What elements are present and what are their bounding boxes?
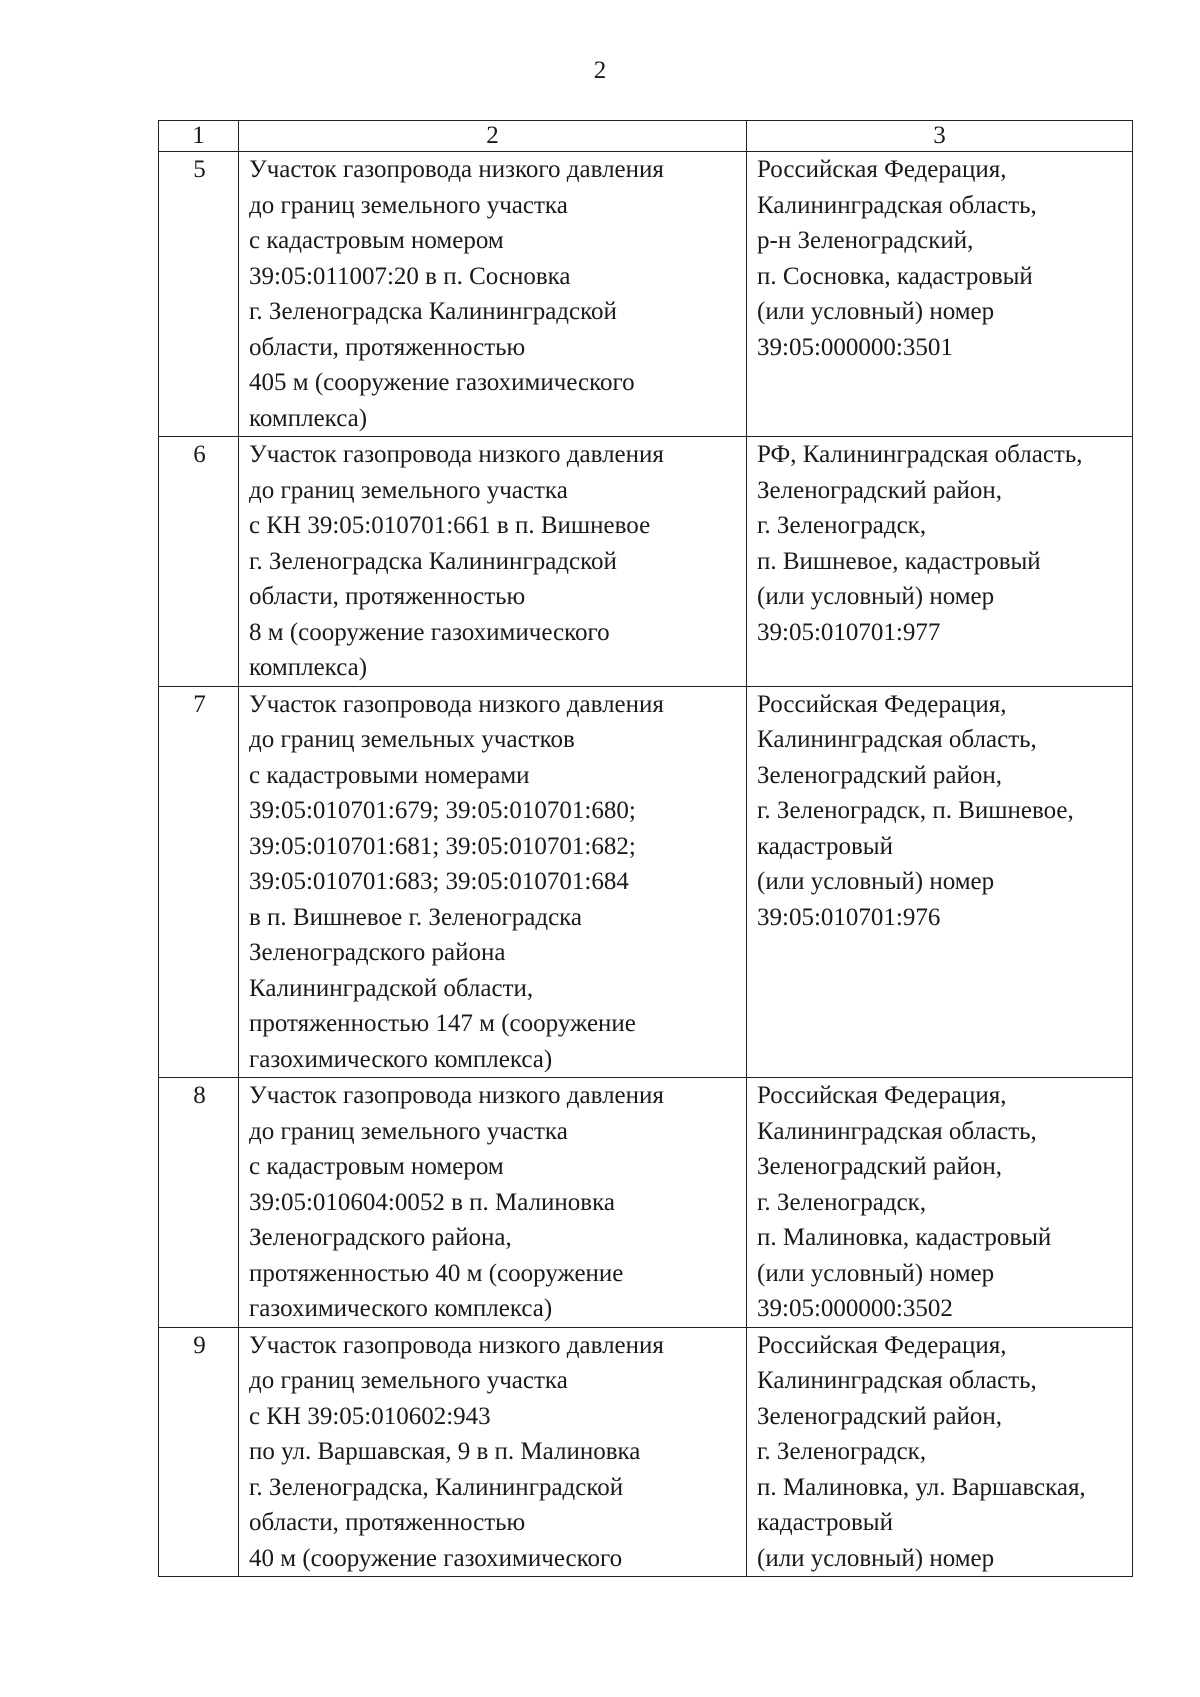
location-line: РФ, Калининградская область, (757, 441, 1083, 468)
row-number: 9 (159, 1327, 239, 1577)
table-body (159, 152, 1133, 1577)
location-line: кадастровый (757, 1509, 893, 1536)
header-row (159, 121, 1133, 152)
description-line: 8 м (сооружение газохимического (249, 618, 610, 646)
table-row (159, 1327, 1133, 1577)
location-line: Российская Федерация, (757, 690, 1007, 718)
description-line: 405 м (сооружение газохимического (249, 369, 635, 396)
column-number-header: 1 (159, 121, 239, 152)
description-line: газохимического комплекса) (249, 1045, 553, 1073)
location-line: Калининградская область, (757, 191, 1037, 219)
description-line: г. Зеленоградска, Калининградской (249, 1473, 624, 1501)
description-line: г. Зеленоградска Калининградской (249, 298, 617, 325)
location-line: Калининградская область, (757, 726, 1037, 753)
location-line: п. Вишневое, кадастровый (757, 547, 1041, 575)
description-line: с кадастровыми номерами (249, 761, 530, 789)
table-row (159, 686, 1133, 1078)
object-location-cell (747, 152, 1133, 437)
location-line: кадастровый (757, 832, 893, 860)
description-line: 39:05:010701:679; 39:05:010701:680; (249, 797, 636, 824)
description-line: Калининградской области, (249, 974, 534, 1002)
description-line: до границ земельного участка (249, 1367, 568, 1394)
row-number: 6 (159, 437, 239, 687)
description-line: Участок газопровода низкого давления (249, 1082, 664, 1109)
location-line: (или условный) номер (757, 868, 995, 895)
location-line: Зеленоградский район, (757, 1153, 1002, 1180)
description-line: г. Зеленоградска Калининградской (249, 547, 617, 575)
column-location-header: 3 (747, 121, 1133, 152)
description-line: Участок газопровода низкого давления (249, 156, 664, 183)
registry-table (158, 120, 1133, 1577)
description-line: газохимического комплекса) (249, 1295, 553, 1322)
description-line: комплекса) (249, 404, 368, 432)
description-line: 39:05:010701:683; 39:05:010701:684 (249, 868, 629, 895)
description-line: Участок газопровода низкого давления (249, 690, 664, 718)
location-line: 39:05:010701:976 (757, 903, 941, 931)
description-line: с кадастровым номером (249, 227, 504, 254)
description-line: с КН 39:05:010602:943 (249, 1402, 491, 1430)
description-line: протяженностью 147 м (сооружение (249, 1010, 636, 1037)
location-line: Зеленоградский район, (757, 761, 1002, 789)
location-line: п. Малиновка, кадастровый (757, 1224, 1052, 1251)
location-line: Калининградская область, (757, 1367, 1037, 1394)
description-line: 39:05:011007:20 в п. Сосновка (249, 262, 571, 290)
description-line: протяженностью 40 м (сооружение (249, 1259, 624, 1287)
location-line: Российская Федерация, (757, 1331, 1007, 1359)
table-row (159, 152, 1133, 437)
object-description-cell (239, 1327, 747, 1577)
object-description-cell (239, 437, 747, 687)
location-line: г. Зеленоградск, п. Вишневое, (757, 797, 1074, 824)
location-line: Зеленоградский район, (757, 476, 1002, 504)
description-line: с кадастровым номером (249, 1153, 504, 1180)
location-line: (или условный) номер (757, 298, 995, 325)
description-line: до границ земельного участка (249, 1117, 568, 1145)
location-line: (или условный) номер (757, 1544, 995, 1572)
description-line: области, протяженностью (249, 333, 526, 361)
location-line: г. Зеленоградск, (757, 1438, 927, 1465)
location-line: г. Зеленоградск, (757, 512, 927, 539)
location-line: п. Малиновка, ул. Варшавская, (757, 1473, 1086, 1501)
description-line: Зеленоградского района, (249, 1224, 512, 1251)
description-line: 40 м (сооружение газохимического (249, 1544, 623, 1572)
location-line: г. Зеленоградск, (757, 1188, 927, 1216)
page-number: 2 (593, 57, 607, 84)
description-line: до границ земельных участков (249, 726, 575, 753)
location-line: п. Сосновка, кадастровый (757, 262, 1033, 290)
location-line: (или условный) номер (757, 583, 995, 610)
description-line: 39:05:010701:681; 39:05:010701:682; (249, 832, 636, 860)
description-line: в п. Вишневое г. Зеленоградска (249, 903, 583, 931)
location-line: 39:05:000000:3501 (757, 333, 953, 361)
row-number: 7 (159, 686, 239, 1078)
description-line: Зеленоградского района (249, 939, 506, 966)
location-line: Зеленоградский район, (757, 1402, 1002, 1430)
object-description-cell (239, 1078, 747, 1328)
table-row (159, 1078, 1133, 1328)
object-location-cell (747, 686, 1133, 1078)
object-description-cell (239, 152, 747, 437)
description-line: Участок газопровода низкого давления (249, 1331, 664, 1359)
location-line: 39:05:010701:977 (757, 618, 941, 646)
description-line: Участок газопровода низкого давления (249, 441, 664, 468)
object-location-cell (747, 437, 1133, 687)
location-line: Российская Федерация, (757, 156, 1007, 183)
description-line: комплекса) (249, 654, 368, 681)
location-line: р-н Зеленоградский, (757, 227, 974, 254)
description-line: с КН 39:05:010701:661 в п. Вишневое (249, 512, 651, 539)
row-number: 5 (159, 152, 239, 437)
location-line: Калининградская область, (757, 1117, 1037, 1145)
location-line: 39:05:000000:3502 (757, 1295, 953, 1322)
column-description-header: 2 (239, 121, 747, 152)
description-line: 39:05:010604:0052 в п. Малиновка (249, 1188, 615, 1216)
description-line: до границ земельного участка (249, 191, 568, 219)
table-row (159, 437, 1133, 687)
description-line: области, протяженностью (249, 583, 526, 610)
location-line: (или условный) номер (757, 1259, 995, 1287)
row-number: 8 (159, 1078, 239, 1328)
description-line: области, протяженностью (249, 1509, 526, 1536)
object-location-cell (747, 1078, 1133, 1328)
object-description-cell (239, 686, 747, 1078)
description-line: по ул. Варшавская, 9 в п. Малиновка (249, 1438, 641, 1465)
location-line: Российская Федерация, (757, 1082, 1007, 1109)
description-line: до границ земельного участка (249, 476, 568, 504)
object-location-cell (747, 1327, 1133, 1577)
